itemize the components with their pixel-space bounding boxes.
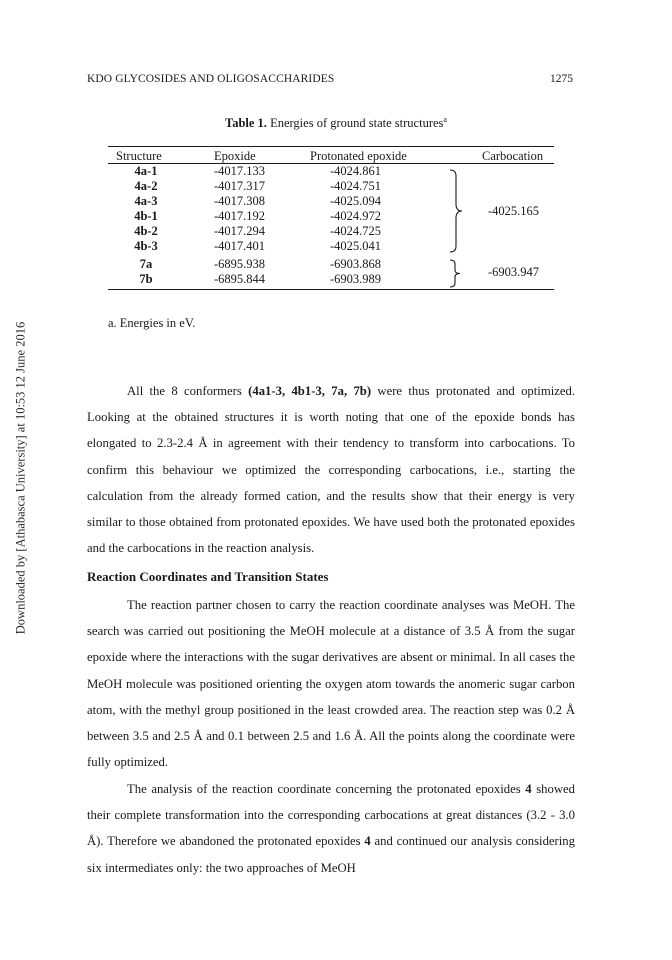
epoxide-cell: -6895.938 xyxy=(214,257,266,271)
table-caption xyxy=(0,115,672,131)
structure-cell: 4b-2 xyxy=(134,224,158,238)
structure-cell: 4a-2 xyxy=(134,179,158,193)
epoxide-cell: -6895.844 xyxy=(214,272,266,286)
epoxide-cell: -4017.317 xyxy=(214,179,266,193)
column-header-structure: Structure xyxy=(116,149,162,163)
conformer-list: (4a1-3, 4b1-3, 7a, 7b) xyxy=(248,384,372,398)
section-heading: Reaction Coordinates and Transition States xyxy=(87,569,329,584)
column-header-epoxide: Epoxide xyxy=(214,149,256,163)
right-brace-group-7 xyxy=(446,259,468,288)
protonated-epoxide-cell: -4025.041 xyxy=(330,239,382,253)
epoxide-cell: -4017.133 xyxy=(214,164,266,178)
table-caption-label: Table 1. xyxy=(225,116,267,131)
download-watermark-text: Downloaded by [Athabasca University] at 10:53 12 June 2016 xyxy=(13,321,28,635)
paragraph-3-text-b: showed their complete transformation into the corresponding carbocations at great distances (3.2 - 3.0 Å). Therefore we abandoned the protonated epoxides xyxy=(87,782,576,849)
paragraph-3-text-c: and continued our analysis considering six intermediates only: the two approaches of MeOH xyxy=(87,834,575,875)
paragraph-3-text-a: The analysis of the reaction coordinate concerning the protonated epoxides xyxy=(127,782,526,796)
table-caption-text: Energies of ground state structures xyxy=(270,116,444,131)
body-paragraph-2 xyxy=(87,592,575,775)
carbocation-cell-group-7: -6903.947 xyxy=(488,265,540,279)
carbocation-cell-group-4: -4025.165 xyxy=(488,204,540,218)
protonated-epoxide-cell: -6903.868 xyxy=(330,257,382,271)
table-footnote: a. Energies in eV. xyxy=(108,316,196,330)
protonated-epoxide-cell: -4024.861 xyxy=(330,164,382,178)
epoxide-cell: -4017.192 xyxy=(214,209,266,223)
protonated-epoxide-cell: -4024.751 xyxy=(330,179,382,193)
structure-cell: 4b-3 xyxy=(134,239,158,253)
protonated-epoxide-cell: -4024.972 xyxy=(330,209,382,223)
download-watermark xyxy=(6,318,36,638)
structure-cell: 7b xyxy=(139,272,153,286)
protonated-epoxide-cell: -6903.989 xyxy=(330,272,382,286)
column-header-protonated-epoxide: Protonated epoxide xyxy=(310,149,407,163)
table-top-rule xyxy=(108,146,554,147)
paragraph-2-text: The reaction partner chosen to carry the reaction coordinate analyses was MeOH. The search was carried out positioning the MeOH molecule at a distance of 3.5 Å from the sugar epoxide where the interactions with the sugar derivatives are absent or minimal. In all cases the MeOH molecule was positioned orienting the oxygen atom towards the anomeric sugar carbon atom, with the methyl group positioned in the least crowded area. The reaction step was 0.2 Å between 3.5 and 2.5 Å and 0.1 between 2.5 and 1.6 Å. All the points along the coordinate were fully optimized. xyxy=(87,598,575,770)
column-header-carbocation: Carbocation xyxy=(482,149,544,163)
table-bottom-rule xyxy=(108,289,554,290)
structure-cell: 7a xyxy=(139,257,153,271)
table-caption-footnote-mark: a xyxy=(443,115,447,124)
body-paragraph-3 xyxy=(87,776,575,881)
page-number: 1275 xyxy=(550,73,573,85)
right-brace-group-4 xyxy=(446,168,468,254)
structure-cell: 4b-1 xyxy=(134,209,158,223)
body-paragraph-1 xyxy=(87,378,575,561)
paragraph-1-text-b: were thus protonated and optimized. Looking at the obtained structures it is worth noting that one of the epoxide bonds has elongated to 2.3-2.4 Å in agreement with their tendency to transform into carbocations. To confirm this behaviour we optimized the corresponding carbocations, i.e., starting the calculation from the already formed cation, and the results show that their energy is very similar to those obtained from protonated epoxides. We have used both the protonated epoxides and the carbocations in the reaction analysis. xyxy=(87,384,575,556)
epoxide-cell: -4017.294 xyxy=(214,224,266,238)
protonated-epoxide-cell: -4024.725 xyxy=(330,224,382,238)
epoxide-cell: -4017.401 xyxy=(214,239,266,253)
compound-ref-4a: 4 xyxy=(525,782,532,796)
compound-ref-4b: 4 xyxy=(364,834,371,849)
paragraph-1-text-a: All the 8 conformers xyxy=(127,384,249,398)
protonated-epoxide-cell: -4025.094 xyxy=(330,194,382,208)
structure-cell: 4a-3 xyxy=(134,194,158,208)
running-title: KDO GLYCOSIDES AND OLIGOSACCHARIDES xyxy=(87,73,335,85)
structure-cell: 4a-1 xyxy=(134,164,158,178)
epoxide-cell: -4017.308 xyxy=(214,194,266,208)
